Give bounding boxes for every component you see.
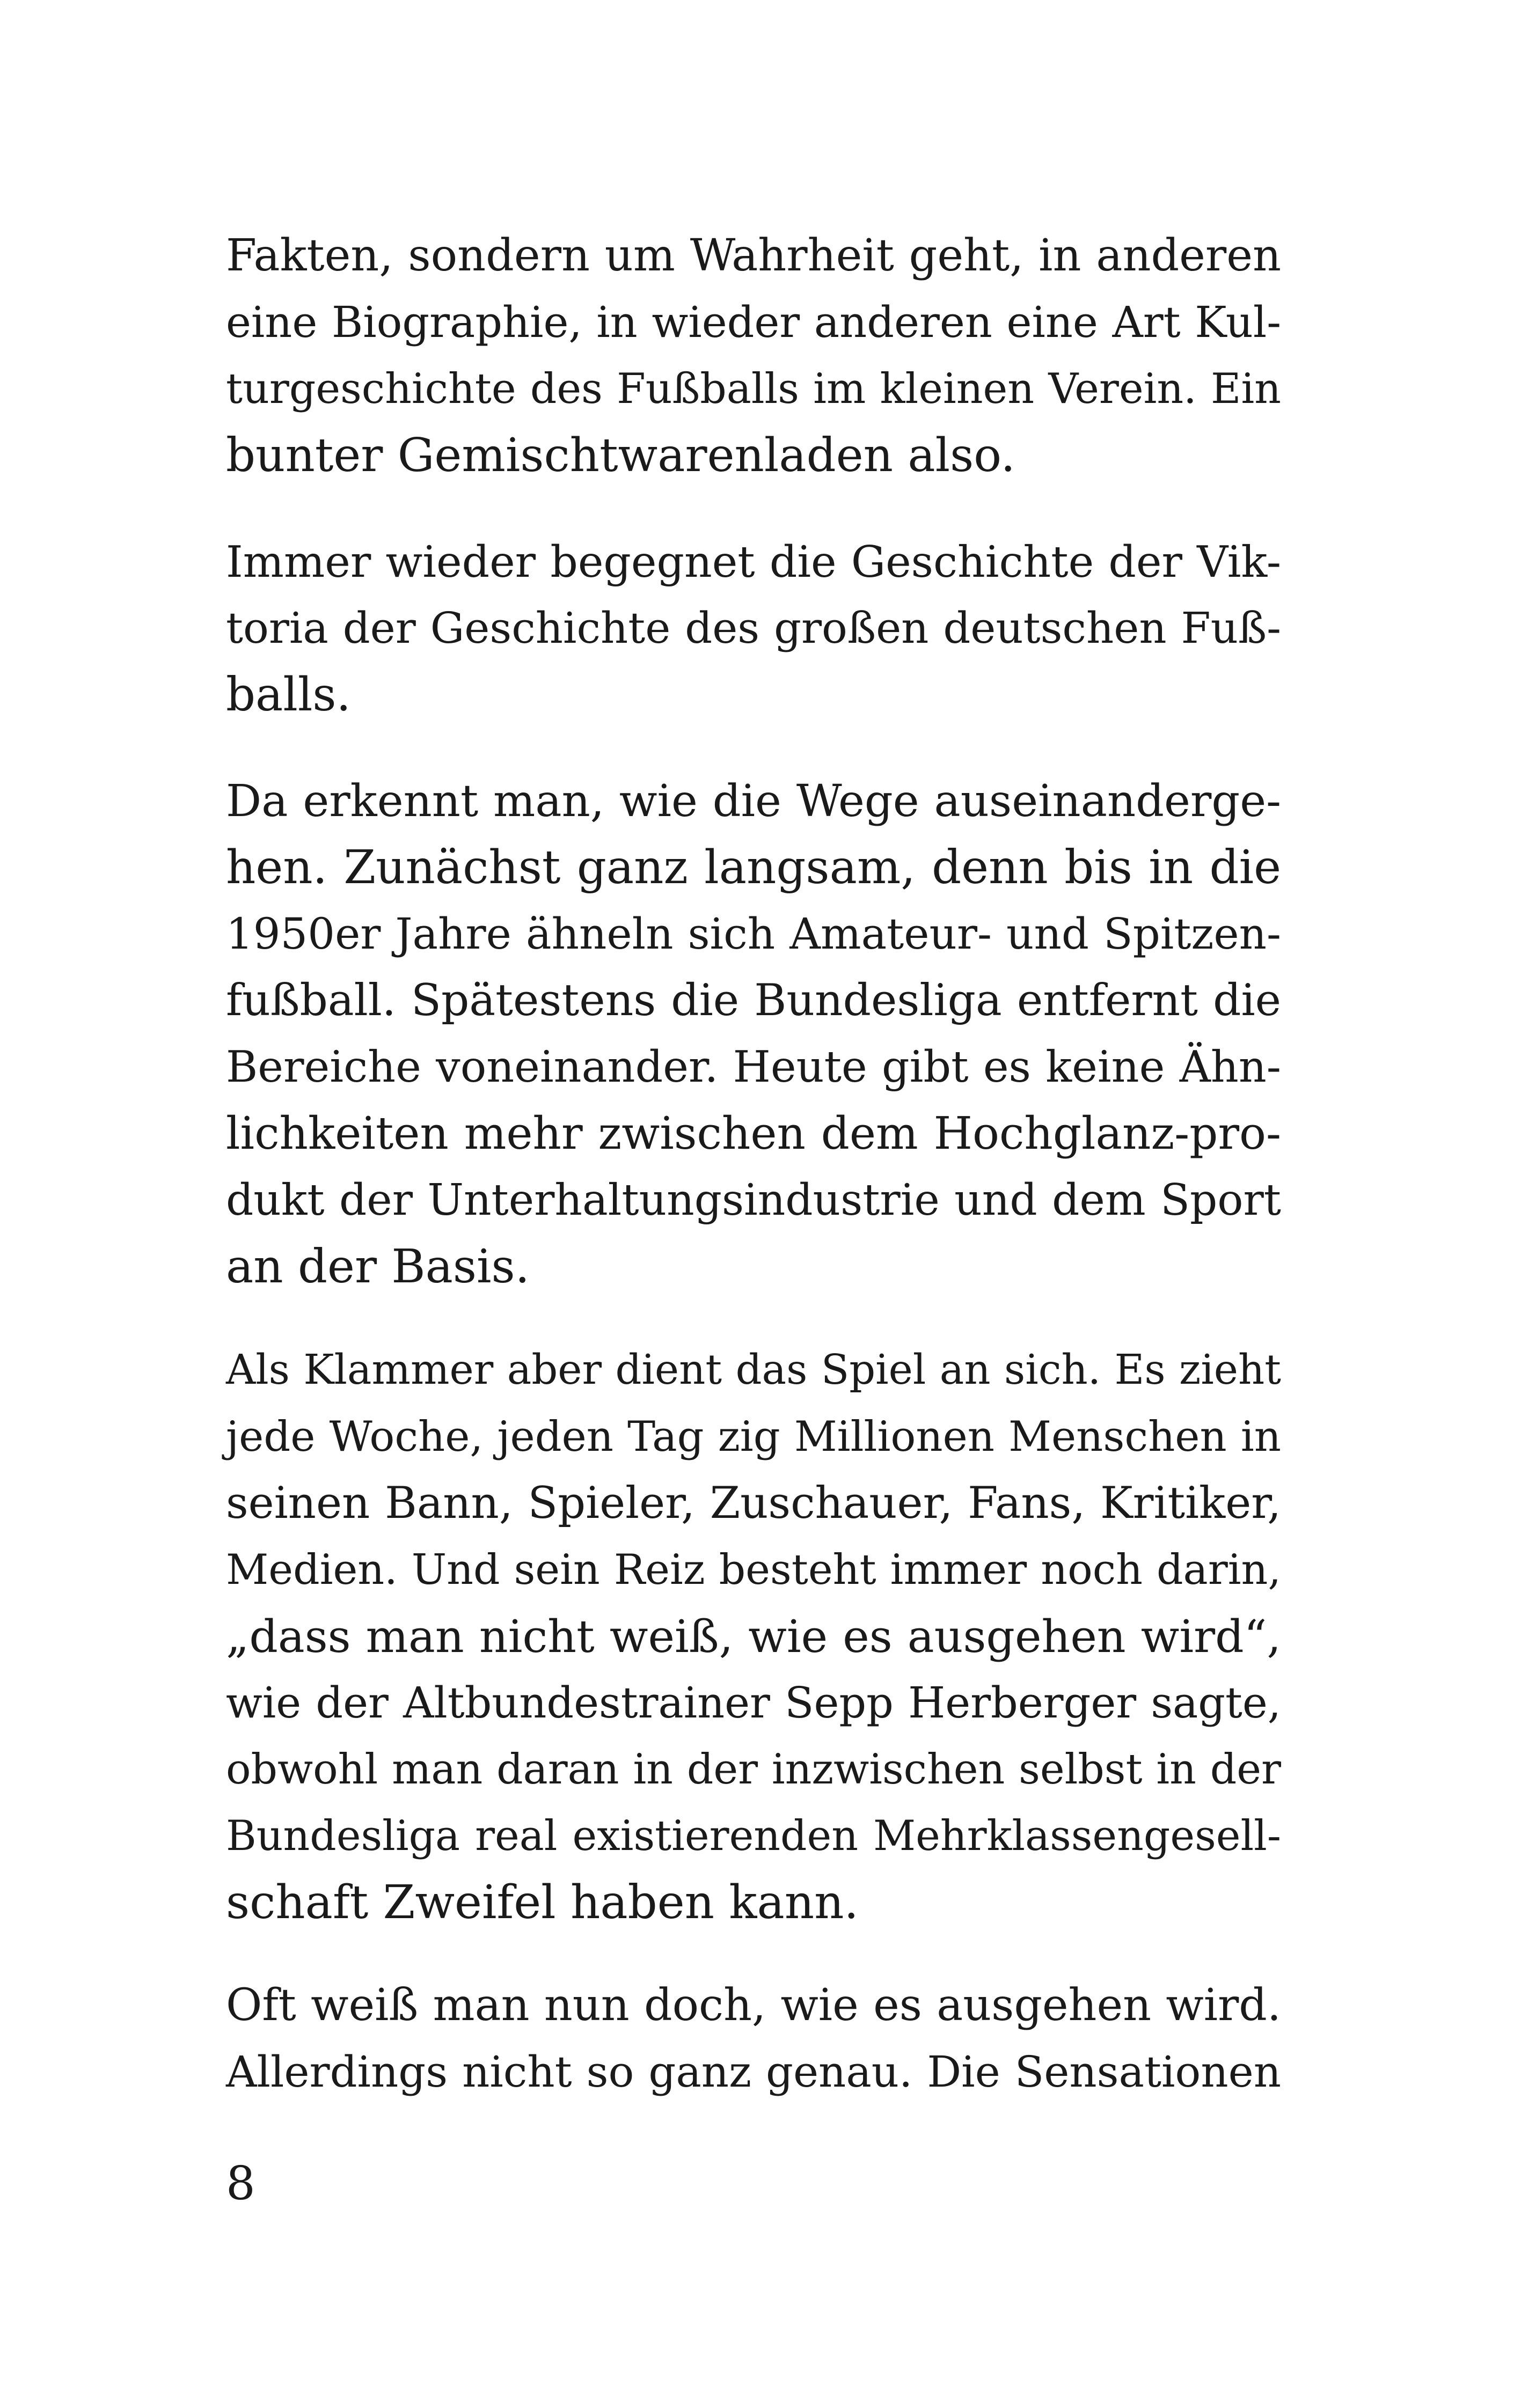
paragraph-line: Bereiche voneinander. Heute gibt es keine Ähn- (226, 1042, 1281, 1092)
paragraph-line: Da erkennt man, wie die Wege auseinanderge- (226, 775, 1281, 827)
paragraph-line: Allerdings nicht so ganz genau. Die Sensationen (226, 2047, 1281, 2097)
paragraph-line: seinen Bann, Spieler, Zuschauer, Fans, Kritiker, (226, 1478, 1281, 1529)
paragraph-3 (226, 768, 1281, 1300)
paragraph-line: hen. Zunächst ganz langsam, denn bis in die (226, 841, 1281, 894)
paragraph-line: Medien. Und sein Reiz besteht immer noch darin, (226, 1546, 1281, 1594)
paragraph-line: bunter Gemischtwarenladen also. (226, 429, 1015, 482)
paragraph-line: jede Woche, jeden Tag zig Millionen Menschen in (226, 1413, 1281, 1461)
paragraph-line: turgeschichte des Fußballs im kleinen Verein. Ein (226, 365, 1281, 413)
paragraph-line: lichkeiten mehr zwischen dem Hochglanz-pro- (226, 1107, 1281, 1159)
paragraph-line: Als Klammer aber dient das Spiel an sich. Es zieht (226, 1346, 1281, 1394)
paragraph-5 (226, 1972, 1281, 2105)
paragraph-line: „dass man nicht weiß, wie es ausgehen wird“, (226, 1610, 1281, 1663)
paragraph-line: schaft Zweifel haben kann. (226, 1876, 859, 1929)
paragraph-line: fußball. Spätestens die Bundesliga entfernt die (226, 975, 1281, 1026)
paragraph-line: Oft weiß man nun doch, wie es ausgehen wird. (226, 1980, 1281, 2031)
paragraph-line: Bundesliga real existierenden Mehrklassengesell- (226, 1812, 1281, 1860)
page-number: 8 (226, 2157, 255, 2211)
paragraph-line: eine Biographie, in wieder anderen eine Art Kul- (226, 297, 1281, 347)
paragraph-line: dukt der Unterhaltungsindustrie und dem Sport (226, 1175, 1281, 1225)
paragraph-line: obwohl man daran in der inzwischen selbst in der (226, 1745, 1281, 1794)
paragraph-line: an der Basis. (226, 1240, 530, 1294)
paragraph-line: Immer wieder begegnet die Geschichte der Vik- (226, 537, 1281, 587)
paragraph-1 (226, 223, 1281, 489)
paragraph-2 (226, 528, 1281, 728)
paragraph-line: toria der Geschichte des großen deutschen Fuß- (226, 603, 1281, 653)
paragraph-4 (226, 1337, 1281, 1936)
paragraph-line: wie der Altbundestrainer Sepp Herberger sagte, (226, 1678, 1281, 1728)
paragraph-line: balls. (226, 668, 351, 722)
paragraph-line: Fakten, sondern um Wahrheit geht, in anderen (226, 230, 1281, 281)
paragraph-line: 1950er Jahre ähneln sich Amateur- und Spitzen- (226, 909, 1281, 959)
